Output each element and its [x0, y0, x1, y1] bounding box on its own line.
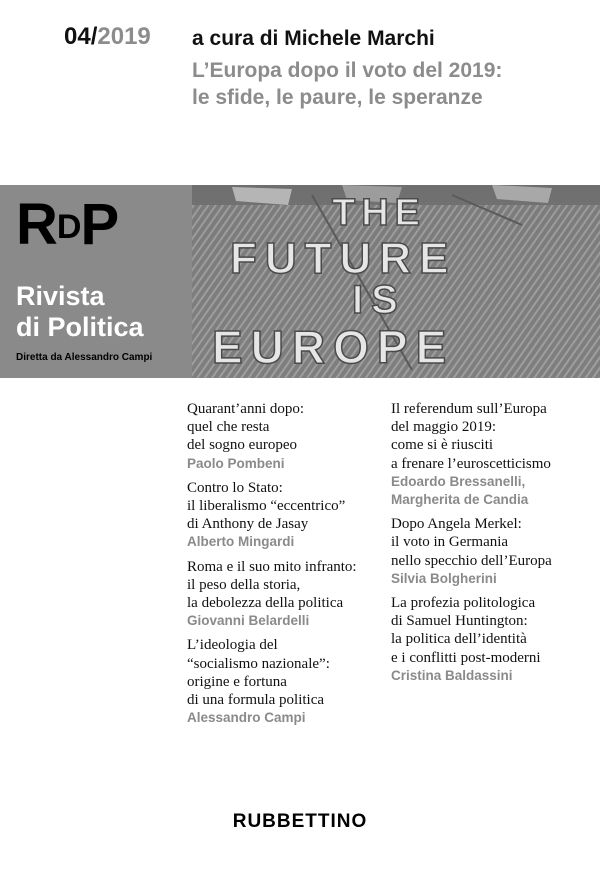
publisher-logo: RUBBETTINO [232, 811, 368, 832]
logo-letter-r: R [16, 192, 56, 257]
article-title-line: il voto in Germania [391, 534, 509, 551]
article-title-line: Roma e il suo mito infranto: [187, 558, 357, 575]
article-author: Alberto Mingardi [187, 534, 295, 550]
article-author: Edoardo Bressanelli, [391, 473, 526, 489]
contents-right-column [391, 400, 596, 691]
issue-number [64, 23, 151, 51]
article-title-line: la debolezza della politica [187, 595, 344, 612]
article-title-line: “socialismo nazionale”: [187, 655, 330, 672]
article-title-line: e i conflitti post-moderni [391, 649, 541, 666]
article-author: Cristina Baldassini [391, 667, 513, 683]
sign-word-europe: EUROPE [212, 321, 455, 373]
masthead-band [0, 185, 600, 378]
contents-left-column [187, 400, 387, 733]
future-is-europe-photo [192, 185, 600, 378]
logo-letter-p: P [80, 192, 118, 257]
article-title-line: Contro lo Stato: [187, 479, 283, 496]
article-entry [391, 594, 596, 685]
article-title-line: origine e fortuna [187, 673, 287, 690]
article-title-line: la politica dell’identità [391, 631, 527, 648]
cover-photo [192, 185, 600, 378]
issue-title-line: L’Europa dopo il voto del 2019: [192, 59, 503, 82]
issue-title-line: le sfide, le paure, le speranze [192, 86, 483, 109]
article-title-line: come si è riusciti [391, 437, 494, 454]
article-author: Alessandro Campi [187, 710, 306, 726]
article-title-line: il liberalismo “eccentrico” [187, 498, 346, 515]
article-title-line: di Samuel Huntington: [391, 613, 528, 630]
article-author: Margherita de Candia [391, 492, 529, 508]
article-author: Giovanni Belardelli [187, 613, 310, 629]
article-title-line: di Anthony de Jasay [187, 516, 309, 533]
article-title-line: quel che resta [187, 419, 270, 436]
article-entry [391, 400, 596, 509]
issue-title [192, 57, 502, 111]
article-title-line: a frenare l’euroscetticismo [391, 455, 551, 472]
editor-credit: a cura di Michele Marchi [192, 27, 435, 50]
sign-word-future: FUTURE [230, 234, 457, 283]
article-entry [187, 400, 387, 473]
journal-director: Diretta da Alessandro Campi [16, 352, 153, 363]
journal-name-line2: di Politica [16, 312, 144, 342]
article-title-line: Il referendum sull’Europa [391, 401, 547, 417]
article-title-line: La profezia politologica [391, 595, 536, 612]
article-title-line: del sogno europeo [187, 437, 297, 454]
article-title-line: del maggio 2019: [391, 419, 496, 436]
article-author: Paolo Pombeni [187, 455, 285, 471]
journal-name [16, 281, 144, 343]
article-title-line: L’ideologia del [187, 637, 278, 654]
article-title-line: il peso della storia, [187, 576, 301, 593]
issue-num: 04/ [64, 23, 98, 50]
article-title-line: nello specchio dell’Europa [391, 552, 552, 569]
article-title-line: Dopo Angela Merkel: [391, 516, 522, 533]
article-entry [391, 515, 596, 588]
article-entry [187, 636, 387, 727]
cover-header [0, 0, 600, 185]
article-title-line: di una formula politica [187, 692, 325, 709]
issue-year: 2019 [97, 23, 151, 50]
article-author: Silvia Bolgherini [391, 570, 497, 586]
journal-logo-box [0, 185, 192, 378]
rdp-logo [16, 192, 118, 257]
article-entry [187, 479, 387, 552]
logo-letter-d: D [56, 208, 80, 246]
article-entry [187, 558, 387, 631]
sign-word-is: IS [352, 278, 406, 322]
journal-name-line1: Rivista [16, 281, 105, 311]
article-title-line: Quarant’anni dopo: [187, 401, 305, 417]
sign-word-the: THE [332, 192, 426, 234]
